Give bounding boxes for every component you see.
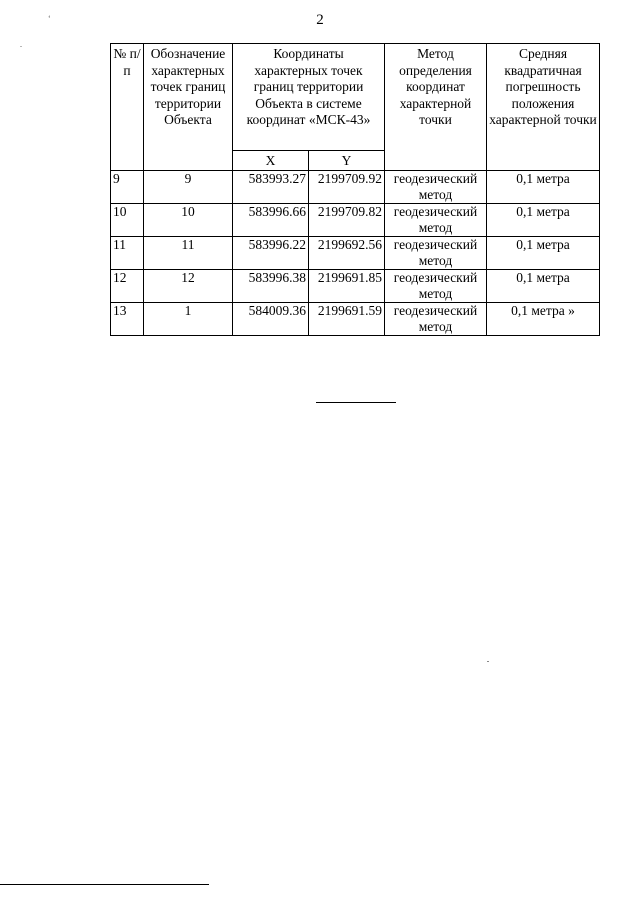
cell-y: 2199692.56 [309, 236, 385, 269]
closing-rule [316, 402, 396, 403]
table-row [111, 269, 600, 302]
scan-speck [487, 661, 489, 662]
coordinates-table [110, 43, 600, 336]
cell-y: 2199709.82 [309, 203, 385, 236]
table-row [111, 302, 600, 335]
header-method: Метод определения координат характерной точки [385, 44, 487, 171]
footnote-rule [0, 884, 209, 885]
cell-num: 11 [111, 236, 144, 269]
cell-error: 0,1 метра [487, 269, 600, 302]
cell-x: 583996.66 [233, 203, 309, 236]
cell-mark: 1 [144, 302, 233, 335]
cell-y: 2199691.59 [309, 302, 385, 335]
header-error: Средняя квадратичная погрешность положения характерной точки [487, 44, 600, 171]
cell-x: 583996.38 [233, 269, 309, 302]
cell-error: 0,1 метра [487, 236, 600, 269]
cell-mark: 12 [144, 269, 233, 302]
cell-method: геодезический метод [385, 170, 487, 203]
table-row [111, 203, 600, 236]
cell-y: 2199709.92 [309, 170, 385, 203]
header-x: X [233, 151, 309, 171]
cell-method: геодезический метод [385, 203, 487, 236]
page-number: 2 [316, 12, 324, 28]
cell-x: 583993.27 [233, 170, 309, 203]
scan-speck: ‘ [48, 14, 51, 23]
header-y: Y [309, 151, 385, 171]
cell-num: 9 [111, 170, 144, 203]
cell-method: геодезический метод [385, 269, 487, 302]
cell-num: 12 [111, 269, 144, 302]
table-row [111, 170, 600, 203]
cell-error: 0,1 метра » [487, 302, 600, 335]
cell-error: 0,1 метра [487, 203, 600, 236]
cell-mark: 9 [144, 170, 233, 203]
cell-method: геодезический метод [385, 236, 487, 269]
cell-mark: 10 [144, 203, 233, 236]
cell-num: 13 [111, 302, 144, 335]
cell-num: 10 [111, 203, 144, 236]
scan-speck: . [20, 40, 22, 49]
cell-mark: 11 [144, 236, 233, 269]
header-num: № п/п [111, 44, 144, 171]
cell-error: 0,1 метра [487, 170, 600, 203]
header-coords: Координаты характерных точек границ территории Объекта в системе координат «МСК-43» [233, 44, 385, 151]
header-mark: Обозначение характерных точек границ территории Объекта [144, 44, 233, 171]
cell-y: 2199691.85 [309, 269, 385, 302]
table-row [111, 236, 600, 269]
cell-method: геодезический метод [385, 302, 487, 335]
cell-x: 584009.36 [233, 302, 309, 335]
cell-x: 583996.22 [233, 236, 309, 269]
